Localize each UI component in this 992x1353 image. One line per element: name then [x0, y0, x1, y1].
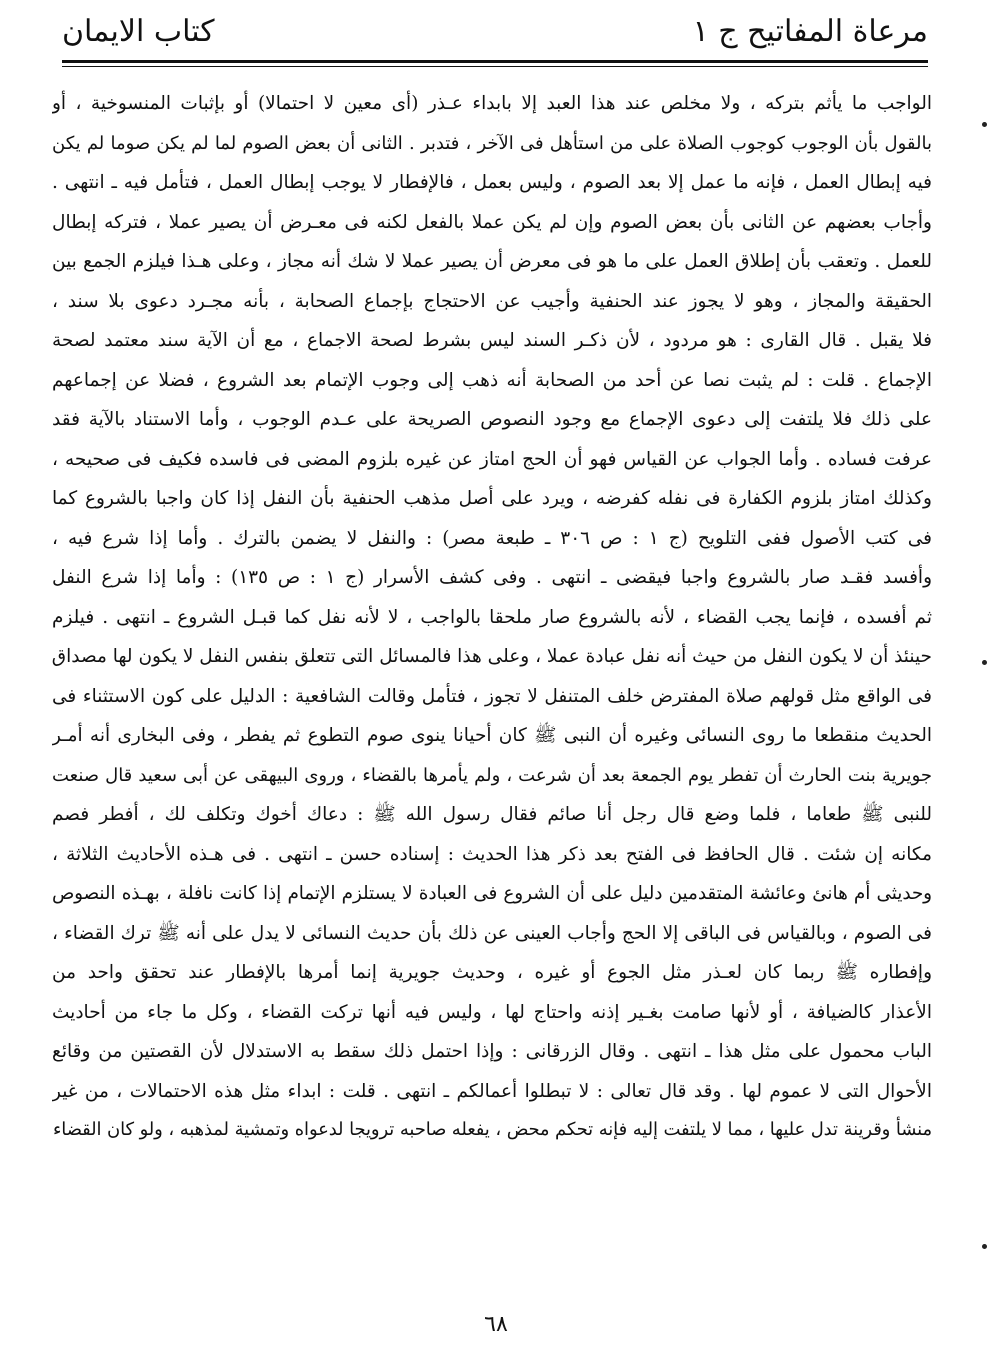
text-line: منشأ وقرينة تدل عليها ، مما لا يلتفت إليه فإنه تحكم محض ، يفعله صاحبه ترويجا لدعواه وتمشية لمذهبه ، ولو كان القضاء	[52, 1120, 932, 1140]
running-title: مرعاة المفاتيح ج ١	[692, 14, 928, 49]
text-line: فلا يقبل . قال القارى : هو مردود ، لأن ذكـر السند ليس بشرط لصحة الاجماع ، مع أن الآية سند معتمد لصحة	[52, 330, 932, 351]
text-line: الواجب ما يأثم بتركه ، ولا مخلص عند هذا العبد إلا بابداء عـذر (أى معين لا احتمالا) أو بإثبات المنسوخية ، أو	[52, 93, 932, 114]
text-line: حينئذ أن لا يكون النفل من حيث أنه نفل عبادة عملا ، وعلى هذا فالمسائل التى تتعلق بنفس النفل لا يكون لها مصداق	[52, 646, 932, 667]
text-line: الإجماع . قلت : لم يثبت نصا عن أحد من الصحابة أنه ذهب إلى وجوب الإتمام بعد الشروع ، فضلا عن إجماعهم	[52, 369, 932, 391]
margin-dot	[982, 660, 987, 665]
text-line: الباب محمول على مثل هذا ـ انتهى . وقال الزرقانى : وإذا احتمل ذلك سقط به الاستدلال لأن القصتين من وقائع	[52, 1041, 932, 1062]
text-line: مكانه إن شئت . قال الحافظ فى الفتح بعد ذكر هذا الحديث : إسناده حسن ـ انتهى . فى هـذه الأحاديث الثلاثة ،	[52, 843, 932, 865]
page-header	[62, 12, 928, 62]
margin-dot	[982, 1244, 987, 1249]
page-number: ٦٨	[484, 1312, 508, 1337]
chapter-title: كتاب الايمان	[62, 14, 215, 49]
text-line: على ذلك فلا يلتفت إلى دعوى الإجماع مع وجود النصوص الصريحة على عـدم الوجوب ، وأما الاستناد بالآية فقد	[52, 409, 932, 430]
text-line: فى الصوم ، وبالقياس فى الباقى إلا الحج وأجاب العينى عن ذلك بأن حديث النسائى لا يدل على أنه ﷺ ترك القضاء ،	[52, 922, 932, 944]
text-line: وأفسد فقـد صار بالشروع واجبا فيقضى ـ انتهى . وفى كشف الأسرار (ج ١ : ص ١٣٥) : وأما إذا شرع النفل	[52, 567, 932, 588]
header-rule	[62, 60, 928, 63]
text-line: فى الواقع مثل قولهم صلاة المفترض خلف المتنفل لا تجوز ، فتأمل وقالت الشافعية : الدليل على كون الاستثناء فى	[52, 685, 932, 707]
text-line: للنبى ﷺ طعاما ، فلما وضع قال رجل أنا صائم فقال رسول الله ﷺ : دعاك أخوك وتكلف لك ، أفطر فصم	[52, 804, 932, 825]
margin-dot	[982, 122, 987, 127]
text-line: الأحوال التى لا عموم لها . وقد قال تعالى : لا تبطلوا أعمالكم ـ انتهى . قلت : ابداء مثل هذه الاحتمالات ، من غير	[52, 1080, 932, 1102]
text-line: الحديث منقطعا ما روى النسائى وغيره أن النبى ﷺ كان أحيانا ينوى صوم التطوع ثم يفطر ، وفى البخارى أنه أمـر	[52, 725, 932, 746]
text-line: وأجاب بعضهم عن الثانى بأن بعض الصوم وإن لم يكن عملا بالفعل لكنه فى معـرض أن يصير عملا ، فتركه إبطال	[52, 211, 932, 233]
text-line: الحقيقة والمجاز ، وهو لا يجوز عند الحنفية وأجيب عن الاحتجاج بإجماع الصحابة ، بأنه مجـرد دعوى بلا سند ،	[52, 290, 932, 312]
text-line: فى كتب الأصول ففى التلويح (ج ١ : ص ٣٠٦ ـ طبعة مصر) : والنفل لا يضمن بالترك . وأما إذا شرع فيه ،	[52, 527, 932, 549]
text-line: الأعذار كالضيافة ، أو لأنها صامت بغـير إذنه واحتاج لها ، وليس فيه أنها تركت القضاء ، وكل ما جاء من أحاديث	[52, 1001, 932, 1023]
text-line: جويرية بنت الحارث أن تفطر يوم الجمعة بعد أن شرعت ، ولم يأمرها بالقضاء ، وروى البيهقى عن أبى سعيد قال صنعت	[52, 764, 932, 786]
header-rule-thin	[62, 66, 928, 67]
text-line: بالقول بأن الوجوب كوجوب الصلاة على من استأهل فى الآخر ، فتدبر . الثانى أن بعض الصوم لما لم يكن صوما لم يكن	[52, 132, 932, 154]
text-line: وكذلك امتاز بلزوم الكفارة فى نفله كفرضه ، ويرد على أصل مذهب الحنفية بأن النفل إذا كان واجبا بالشروع كما	[52, 488, 932, 509]
text-line: فيه إبطال العمل ، فإنه ما عمل إلا بعد الصوم ، وليس بعمل ، فالإفطار لا يوجب إبطال العمل ، فتأمل فيه ـ انتهى .	[52, 172, 932, 193]
text-line: للعمل . وتعقب بأن إطلاق العمل على ما هو فى معرض أن يصير عملا لا شك أنه مجاز ، وعلى هـذا فيلزم الجمع بين	[52, 251, 932, 272]
text-line: وإفطاره ﷺ ربما كان لعـذر مثل الجوع أو غيره ، وحديث جويرية إنما أمرها بالإفطار عند تحقق واحد من	[52, 962, 932, 983]
text-line: ثم أفسده ، فإنما يجب القضاء ، لأنه بالشروع صار ملحقا بالواجب ، لا لأنه نفل كما قبـل الشروع ـ انتهى . فيلزم	[52, 606, 932, 628]
text-line: وحديثى أم هانئ وعائشة المتقدمين دليل على أن الشروع فى العبادة لا يستلزم الإتمام إذا كانت نافلة ، بهـذه النصوص	[52, 883, 932, 904]
body-text	[52, 84, 932, 1151]
text-line: عرفت فساده . وأما الجواب عن القياس فهو أن الحج امتاز عن غيره بلزوم المضى فى فاسده فكيف فى صحيحه ،	[52, 448, 932, 470]
